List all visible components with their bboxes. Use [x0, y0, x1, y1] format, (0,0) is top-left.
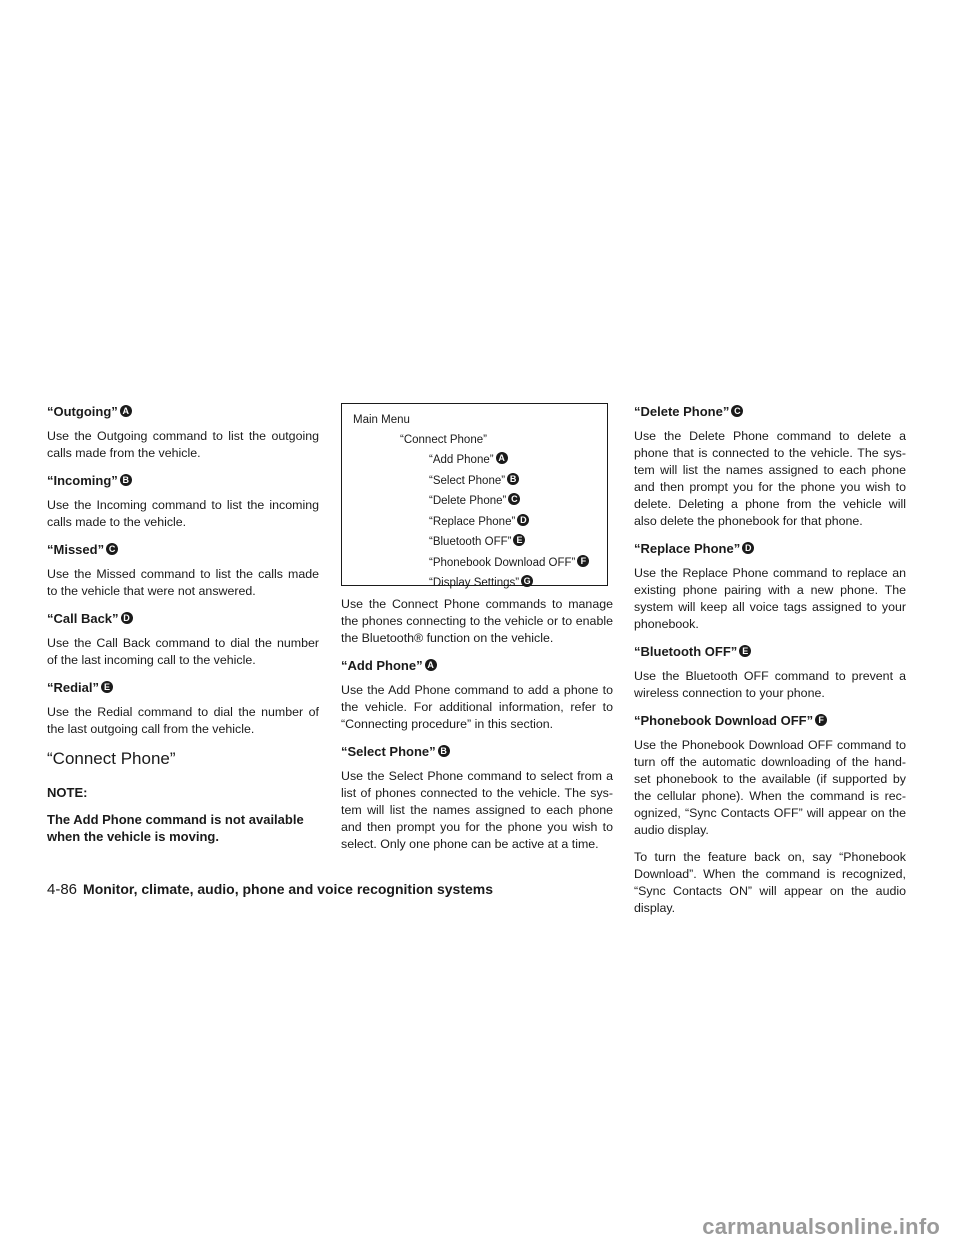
text-missed: Use the Missed command to list the calls made to the vehicle that were not answered.: [47, 567, 319, 598]
text-turnon: To turn the feature back on, say “Phonebook Download”. When the command is recognized, “Sync Contacts ON” will appear on the audio display.: [634, 850, 906, 915]
badge-e-icon: E: [739, 645, 751, 657]
badge-c-icon: C: [106, 543, 118, 555]
badge-a-icon: A: [120, 405, 132, 417]
badge-b-icon: B: [507, 473, 519, 485]
badge-g-icon: G: [521, 575, 533, 587]
text-bluetooth: Use the Bluetooth OFF command to prevent a wireless connection to your phone.: [634, 669, 906, 700]
menu-item: “Phonebook Download OFF” F: [353, 553, 607, 574]
badge-c-icon: C: [508, 493, 520, 505]
note-label: NOTE:: [47, 785, 88, 800]
badge-f-icon: F: [815, 714, 827, 726]
text-replacephone: Use the Replace Phone command to replace an existing phone pairing with a new phone. The system will keep all voice tags assigned to your phonebook.: [634, 566, 906, 631]
menu-item: “Delete Phone” C: [353, 491, 607, 512]
heading-selectphone: “Select Phone” B: [341, 743, 613, 760]
menu-item: “Select Phone” B: [353, 471, 607, 492]
chapter-title: Monitor, climate, audio, phone and voice recognition systems: [83, 881, 493, 897]
column-middle: [341, 403, 613, 863]
badge-c-icon: C: [731, 405, 743, 417]
badge-e-icon: E: [513, 534, 525, 546]
heading-bluetooth: “Bluetooth OFF” E: [634, 643, 906, 660]
badge-a-icon: A: [496, 452, 508, 464]
section-title: “Connect Phone”: [47, 749, 176, 768]
text-selectphone: Use the Select Phone command to select from a list of phones connected to the vehicle. The sys- tem will list the names assigned to each phone and then prompt you for the phone you wish to select. Only one phone can be active at a time.: [341, 769, 613, 851]
text-intro: Use the Connect Phone commands to manage the phones connecting to the vehicle or to enable the Bluetooth® function on the vehicle.: [341, 597, 613, 645]
text-addphone: Use the Add Phone command to add a phone to the vehicle. For additional information, refer to “Connecting procedure” in this section.: [341, 683, 613, 731]
badge-d-icon: D: [742, 542, 754, 554]
badge-a-icon: A: [425, 659, 437, 671]
badge-d-icon: D: [121, 612, 133, 624]
column-left: [47, 403, 319, 855]
badge-b-icon: B: [120, 474, 132, 486]
menu-item: “Display Settings” G: [353, 573, 607, 594]
text-incoming: Use the Incoming command to list the incoming calls made to the vehicle.: [47, 498, 319, 529]
heading-callback: “Call Back” D: [47, 610, 319, 627]
page-number: 4-86: [47, 881, 78, 898]
menu-item: “Bluetooth OFF” E: [353, 532, 607, 553]
watermark: carmanualsonline.info: [702, 1214, 940, 1239]
heading-addphone: “Add Phone” A: [341, 657, 613, 674]
text-callback: Use the Call Back command to dial the number of the last incoming call to the vehicle.: [47, 636, 319, 667]
badge-e-icon: E: [101, 681, 113, 693]
menu-root: Main Menu: [353, 414, 410, 426]
heading-missed: “Missed” C: [47, 541, 319, 558]
heading-replacephone: “Replace Phone” D: [634, 540, 906, 557]
menu-level1: “Connect Phone”: [400, 434, 487, 446]
menu-item: “Replace Phone” D: [353, 512, 607, 533]
text-outgoing: Use the Outgoing command to list the outgoing calls made from the vehicle.: [47, 429, 319, 460]
column-right: [634, 403, 906, 927]
menu-diagram: [341, 403, 608, 589]
heading-redial: “Redial” E: [47, 679, 319, 696]
text-redial: Use the Redial command to dial the number of the last outgoing call from the vehicle.: [47, 705, 319, 736]
text-phonebook: Use the Phonebook Download OFF command to turn off the automatic downloading of the hand- set phonebook to the available (if supported by the cellular phone). When the command is rec- ognized, “Sync Contacts OFF” will appear on the audio display.: [634, 738, 906, 837]
heading-outgoing: “Outgoing” A: [47, 403, 319, 420]
heading-incoming: “Incoming” B: [47, 472, 319, 489]
heading-deletephone: “Delete Phone” C: [634, 403, 906, 420]
heading-phonebook: “Phonebook Download OFF” F: [634, 712, 906, 729]
menu-item: “Add Phone” A: [353, 450, 607, 471]
page-footer: [47, 880, 493, 899]
badge-f-icon: F: [577, 555, 589, 567]
badge-d-icon: D: [517, 514, 529, 526]
badge-b-icon: B: [438, 745, 450, 757]
text-deletephone: Use the Delete Phone command to delete a phone that is connected to the vehicle. The sys- tem will list the names assigned to each phone and then prompt you for the phone you wish to delete. Deleting a phone from the vehicle will also delete the phonebook for that phone.: [634, 429, 906, 528]
note-text: The Add Phone command is not available when the vehicle is moving.: [47, 812, 304, 844]
